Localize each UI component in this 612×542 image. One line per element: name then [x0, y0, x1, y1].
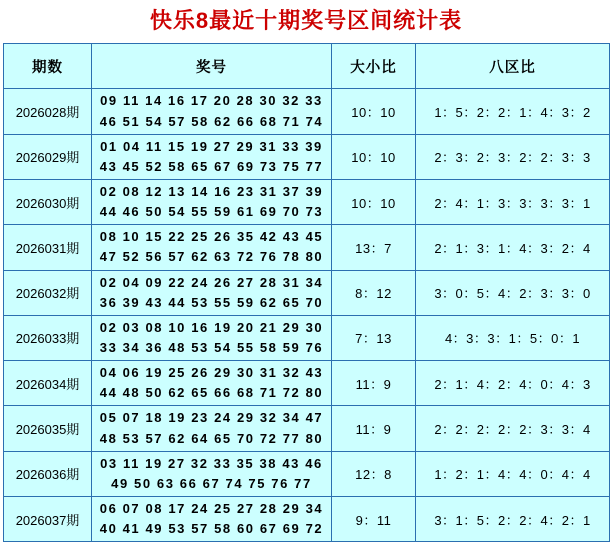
zone-ratio-cell: 3：1：5：2：2：4：2：1	[416, 496, 610, 541]
numbers-line-2: 47 52 56 57 62 63 72 76 78 80	[99, 249, 324, 265]
size-ratio-cell: 13：7	[332, 225, 416, 270]
table-row	[4, 315, 610, 360]
table-row	[4, 134, 610, 179]
size-ratio-cell: 9：11	[332, 496, 416, 541]
size-ratio-cell: 7：13	[332, 315, 416, 360]
numbers-cell	[92, 406, 332, 451]
zone-ratio-cell: 4：3：3：1：5：0：1	[416, 315, 610, 360]
numbers-cell	[92, 134, 332, 179]
numbers-line-2: 36 39 43 44 53 55 59 62 65 70	[99, 294, 324, 310]
column-header-size-ratio: 大小比	[332, 44, 416, 89]
size-ratio-cell: 10：10	[332, 134, 416, 179]
issue-cell: 2026029期	[4, 134, 92, 179]
issue-cell: 2026033期	[4, 315, 92, 360]
numbers-line-1: 08 10 15 22 25 26 35 42 43 45	[99, 229, 324, 245]
page-title: 快乐8最近十期奖号区间统计表	[149, 8, 463, 33]
zone-ratio-cell: 1：5：2：2：1：4：3：2	[416, 89, 610, 134]
numbers-line-1: 02 03 08 10 16 19 20 21 29 30	[99, 319, 324, 335]
column-header-issue: 期数	[4, 44, 92, 89]
table-header-row	[4, 44, 610, 89]
numbers-line-1: 09 11 14 16 17 20 28 30 32 33	[100, 93, 323, 109]
numbers-line-2: 46 51 54 57 58 62 66 68 71 74	[99, 113, 324, 129]
numbers-line-1: 05 07 18 19 23 24 29 32 34 47	[99, 410, 324, 426]
table-row	[4, 361, 610, 406]
issue-cell: 2026030期	[4, 179, 92, 224]
table-header	[4, 44, 610, 89]
issue-cell: 2026037期	[4, 496, 92, 541]
zone-ratio-cell: 2：4：1：3：3：3：3：1	[416, 179, 610, 224]
numbers-line-2: 44 48 50 62 65 66 68 71 72 80	[99, 385, 324, 401]
column-header-zone-ratio: 八区比	[416, 44, 610, 89]
column-header-numbers: 奖号	[92, 44, 332, 89]
size-ratio-cell: 11：9	[332, 406, 416, 451]
table-row	[4, 179, 610, 224]
numbers-cell	[92, 451, 332, 496]
numbers-line-1: 03 11 19 27 32 33 35 38 43 46	[100, 455, 323, 471]
numbers-line-1: 02 08 12 13 14 16 23 31 37 39	[99, 183, 324, 199]
issue-cell: 2026031期	[4, 225, 92, 270]
numbers-cell	[92, 315, 332, 360]
table-row	[4, 270, 610, 315]
size-ratio-cell: 11：9	[332, 361, 416, 406]
size-ratio-cell: 8：12	[332, 270, 416, 315]
numbers-line-1: 06 07 08 17 24 25 27 28 29 34	[99, 500, 324, 516]
statistics-table	[3, 43, 610, 542]
numbers-line-2: 33 34 36 48 53 54 55 58 59 76	[99, 339, 324, 355]
table-row	[4, 406, 610, 451]
zone-ratio-cell: 2：1：4：2：4：0：4：3	[416, 361, 610, 406]
numbers-cell	[92, 89, 332, 134]
table-body	[4, 89, 610, 542]
issue-cell: 2026034期	[4, 361, 92, 406]
numbers-line-2: 49 50 63 66 67 74 75 76 77	[111, 475, 312, 491]
table-row	[4, 225, 610, 270]
numbers-line-2: 44 46 50 54 55 59 61 69 70 73	[99, 204, 324, 220]
numbers-cell	[92, 361, 332, 406]
zone-ratio-cell: 2：2：2：2：2：3：3：4	[416, 406, 610, 451]
zone-ratio-cell: 2：1：3：1：4：3：2：4	[416, 225, 610, 270]
size-ratio-cell: 12：8	[332, 451, 416, 496]
size-ratio-cell: 10：10	[332, 179, 416, 224]
table-row	[4, 89, 610, 134]
issue-cell: 2026036期	[4, 451, 92, 496]
numbers-cell	[92, 179, 332, 224]
size-ratio-cell: 10：10	[332, 89, 416, 134]
numbers-cell	[92, 225, 332, 270]
numbers-line-1: 04 06 19 25 26 29 30 31 32 43	[99, 365, 324, 381]
zone-ratio-cell: 2：3：2：3：2：2：3：3	[416, 134, 610, 179]
issue-cell: 2026032期	[4, 270, 92, 315]
issue-cell: 2026028期	[4, 89, 92, 134]
numbers-line-2: 40 41 49 53 57 58 60 67 69 72	[99, 521, 324, 537]
numbers-cell	[92, 270, 332, 315]
table-row	[4, 451, 610, 496]
numbers-line-1: 01 04 11 15 19 27 29 31 33 39	[100, 138, 323, 154]
zone-ratio-cell: 3：0：5：4：2：3：3：0	[416, 270, 610, 315]
numbers-line-2: 48 53 57 62 64 65 70 72 77 80	[99, 430, 324, 446]
numbers-line-2: 43 45 52 58 65 67 69 73 75 77	[99, 158, 324, 174]
issue-cell: 2026035期	[4, 406, 92, 451]
numbers-line-1: 02 04 09 22 24 26 27 28 31 34	[99, 274, 324, 290]
zone-ratio-cell: 1：2：1：4：4：0：4：4	[416, 451, 610, 496]
